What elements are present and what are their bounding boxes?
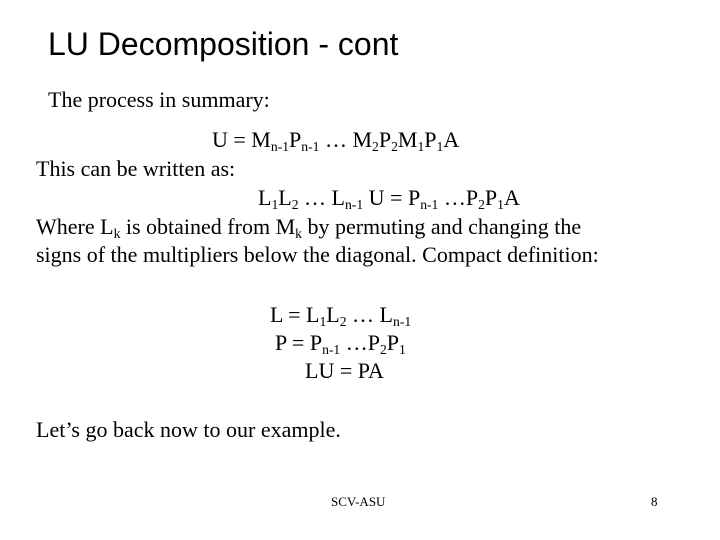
subscript: 1 (497, 196, 504, 212)
subscript: n-1 (420, 196, 439, 212)
where-text-line2: signs of the multipliers below the diagonal. Compact definition: (36, 242, 599, 267)
intro-text: The process in summary: (48, 87, 270, 112)
subscript: 2 (372, 138, 379, 154)
where-text-line1: Where $L_k$ is obtained from $M_k$ by permuting and changing the (36, 214, 582, 241)
definition-lu: LU = PA (305, 358, 384, 383)
slide-title: LU Decomposition - cont (48, 26, 399, 62)
subscript: n-1 (393, 313, 412, 329)
footer-label: SCV-ASU (331, 494, 386, 509)
equation-l-product: $L_1L_2$ … $L_{n-1}$ $U = P_{n-1}$ $\dots P_2P_1A$ (258, 185, 520, 212)
equation-u-product: $U = M_{n-1}P_{n-1}$ … $M_2P_2M_1P_1A$ (212, 127, 460, 154)
subscript: n-1 (301, 138, 320, 154)
subscript: n-1 (270, 138, 290, 154)
subscript: 1 (417, 138, 425, 154)
subscript: k (113, 225, 121, 241)
subscript: n-1 (322, 341, 341, 357)
definition-p: $P = P_{n-1}$ $\dots P_2P_1$ (275, 330, 406, 357)
subscript: 1 (319, 313, 327, 329)
subscript: 2 (339, 313, 347, 329)
subscript: 2 (391, 138, 398, 154)
page-number: 8 (651, 494, 658, 509)
subscript: 1 (271, 196, 279, 212)
subscript: 2 (478, 196, 485, 212)
subscript: k (295, 225, 302, 241)
definition-l: $L = L_1L_2$ … $L_{n-1}$ (270, 302, 412, 329)
subscript: 2 (291, 196, 299, 212)
subscript: 1 (399, 341, 406, 357)
subscript: n-1 (344, 196, 364, 212)
closing-text: Let’s go back now to our example. (36, 417, 341, 442)
subscript: 1 (436, 138, 444, 154)
subscript: 2 (379, 341, 387, 357)
written-as-text: This can be written as: (36, 156, 236, 181)
